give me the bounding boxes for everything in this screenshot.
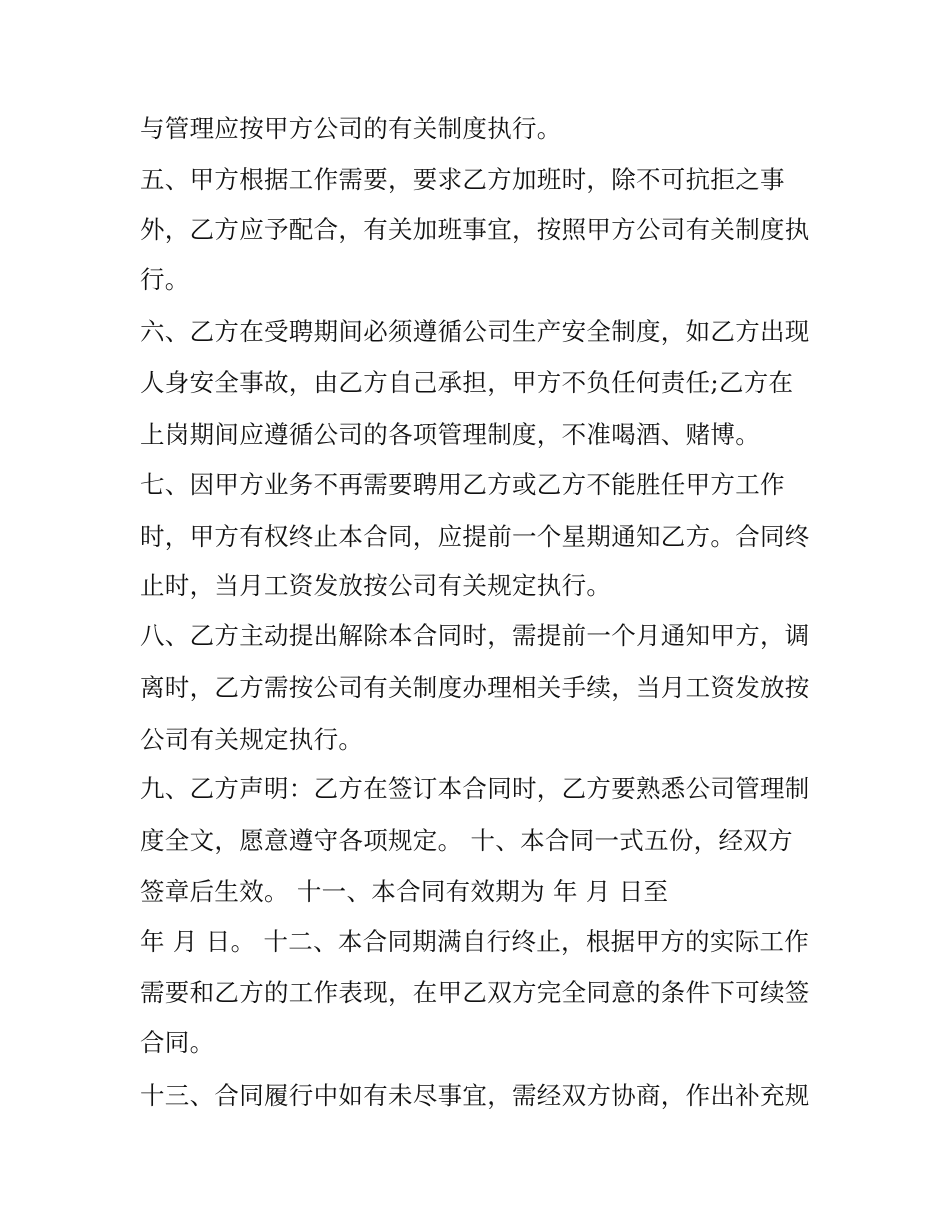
text-line: 上岗期间应遵循公司的各项管理制度，不准喝酒、赌博。	[140, 420, 760, 449]
text-line: 八、乙方主动提出解除本合同时，需提前一个月通知甲方，调	[140, 621, 810, 650]
text-line: 公司有关规定执行。	[140, 725, 364, 754]
text-line: 与管理应按甲方公司的有关制度执行。	[140, 114, 562, 143]
text-line: 行。	[140, 265, 190, 294]
text-line: 外，乙方应予配合，有关加班事宜，按照甲方公司有关制度执	[140, 215, 810, 244]
text-line: 合同。	[140, 1028, 215, 1057]
text-line: 需要和乙方的工作表现，在甲乙双方完全同意的条件下可续签	[140, 978, 810, 1007]
text-line: 九、乙方声明：乙方在签订本合同时，乙方要熟悉公司管理制	[140, 774, 810, 803]
text-line: 度全文，愿意遵守各项规定。 十、本合同一式五份，经双方	[140, 826, 793, 855]
text-line: 签章后生效。 十一、本合同有效期为 年 月 日至	[140, 877, 669, 906]
text-line: 五、甲方根据工作需要，要求乙方加班时，除不可抗拒之事	[140, 165, 785, 194]
text-line: 七、因甲方业务不再需要聘用乙方或乙方不能胜任甲方工作	[140, 470, 785, 499]
text-line: 年 月 日。 十二、本合同期满自行终止，根据甲方的实际工作	[140, 927, 810, 956]
text-line: 止时，当月工资发放按公司有关规定执行。	[140, 571, 612, 600]
text-line: 离时，乙方需按公司有关制度办理相关手续，当月工资发放按	[140, 673, 810, 702]
text-line: 时，甲方有权终止本合同，应提前一个星期通知乙方。合同终	[140, 522, 810, 551]
text-line: 六、乙方在受聘期间必须遵循公司生产安全制度，如乙方出现	[140, 317, 810, 346]
text-line: 十三、合同履行中如有未尽事宜，需经双方协商，作出补充规	[140, 1081, 810, 1110]
text-line: 人身安全事故，由乙方自己承担，甲方不负任何责任;乙方在	[140, 368, 794, 397]
